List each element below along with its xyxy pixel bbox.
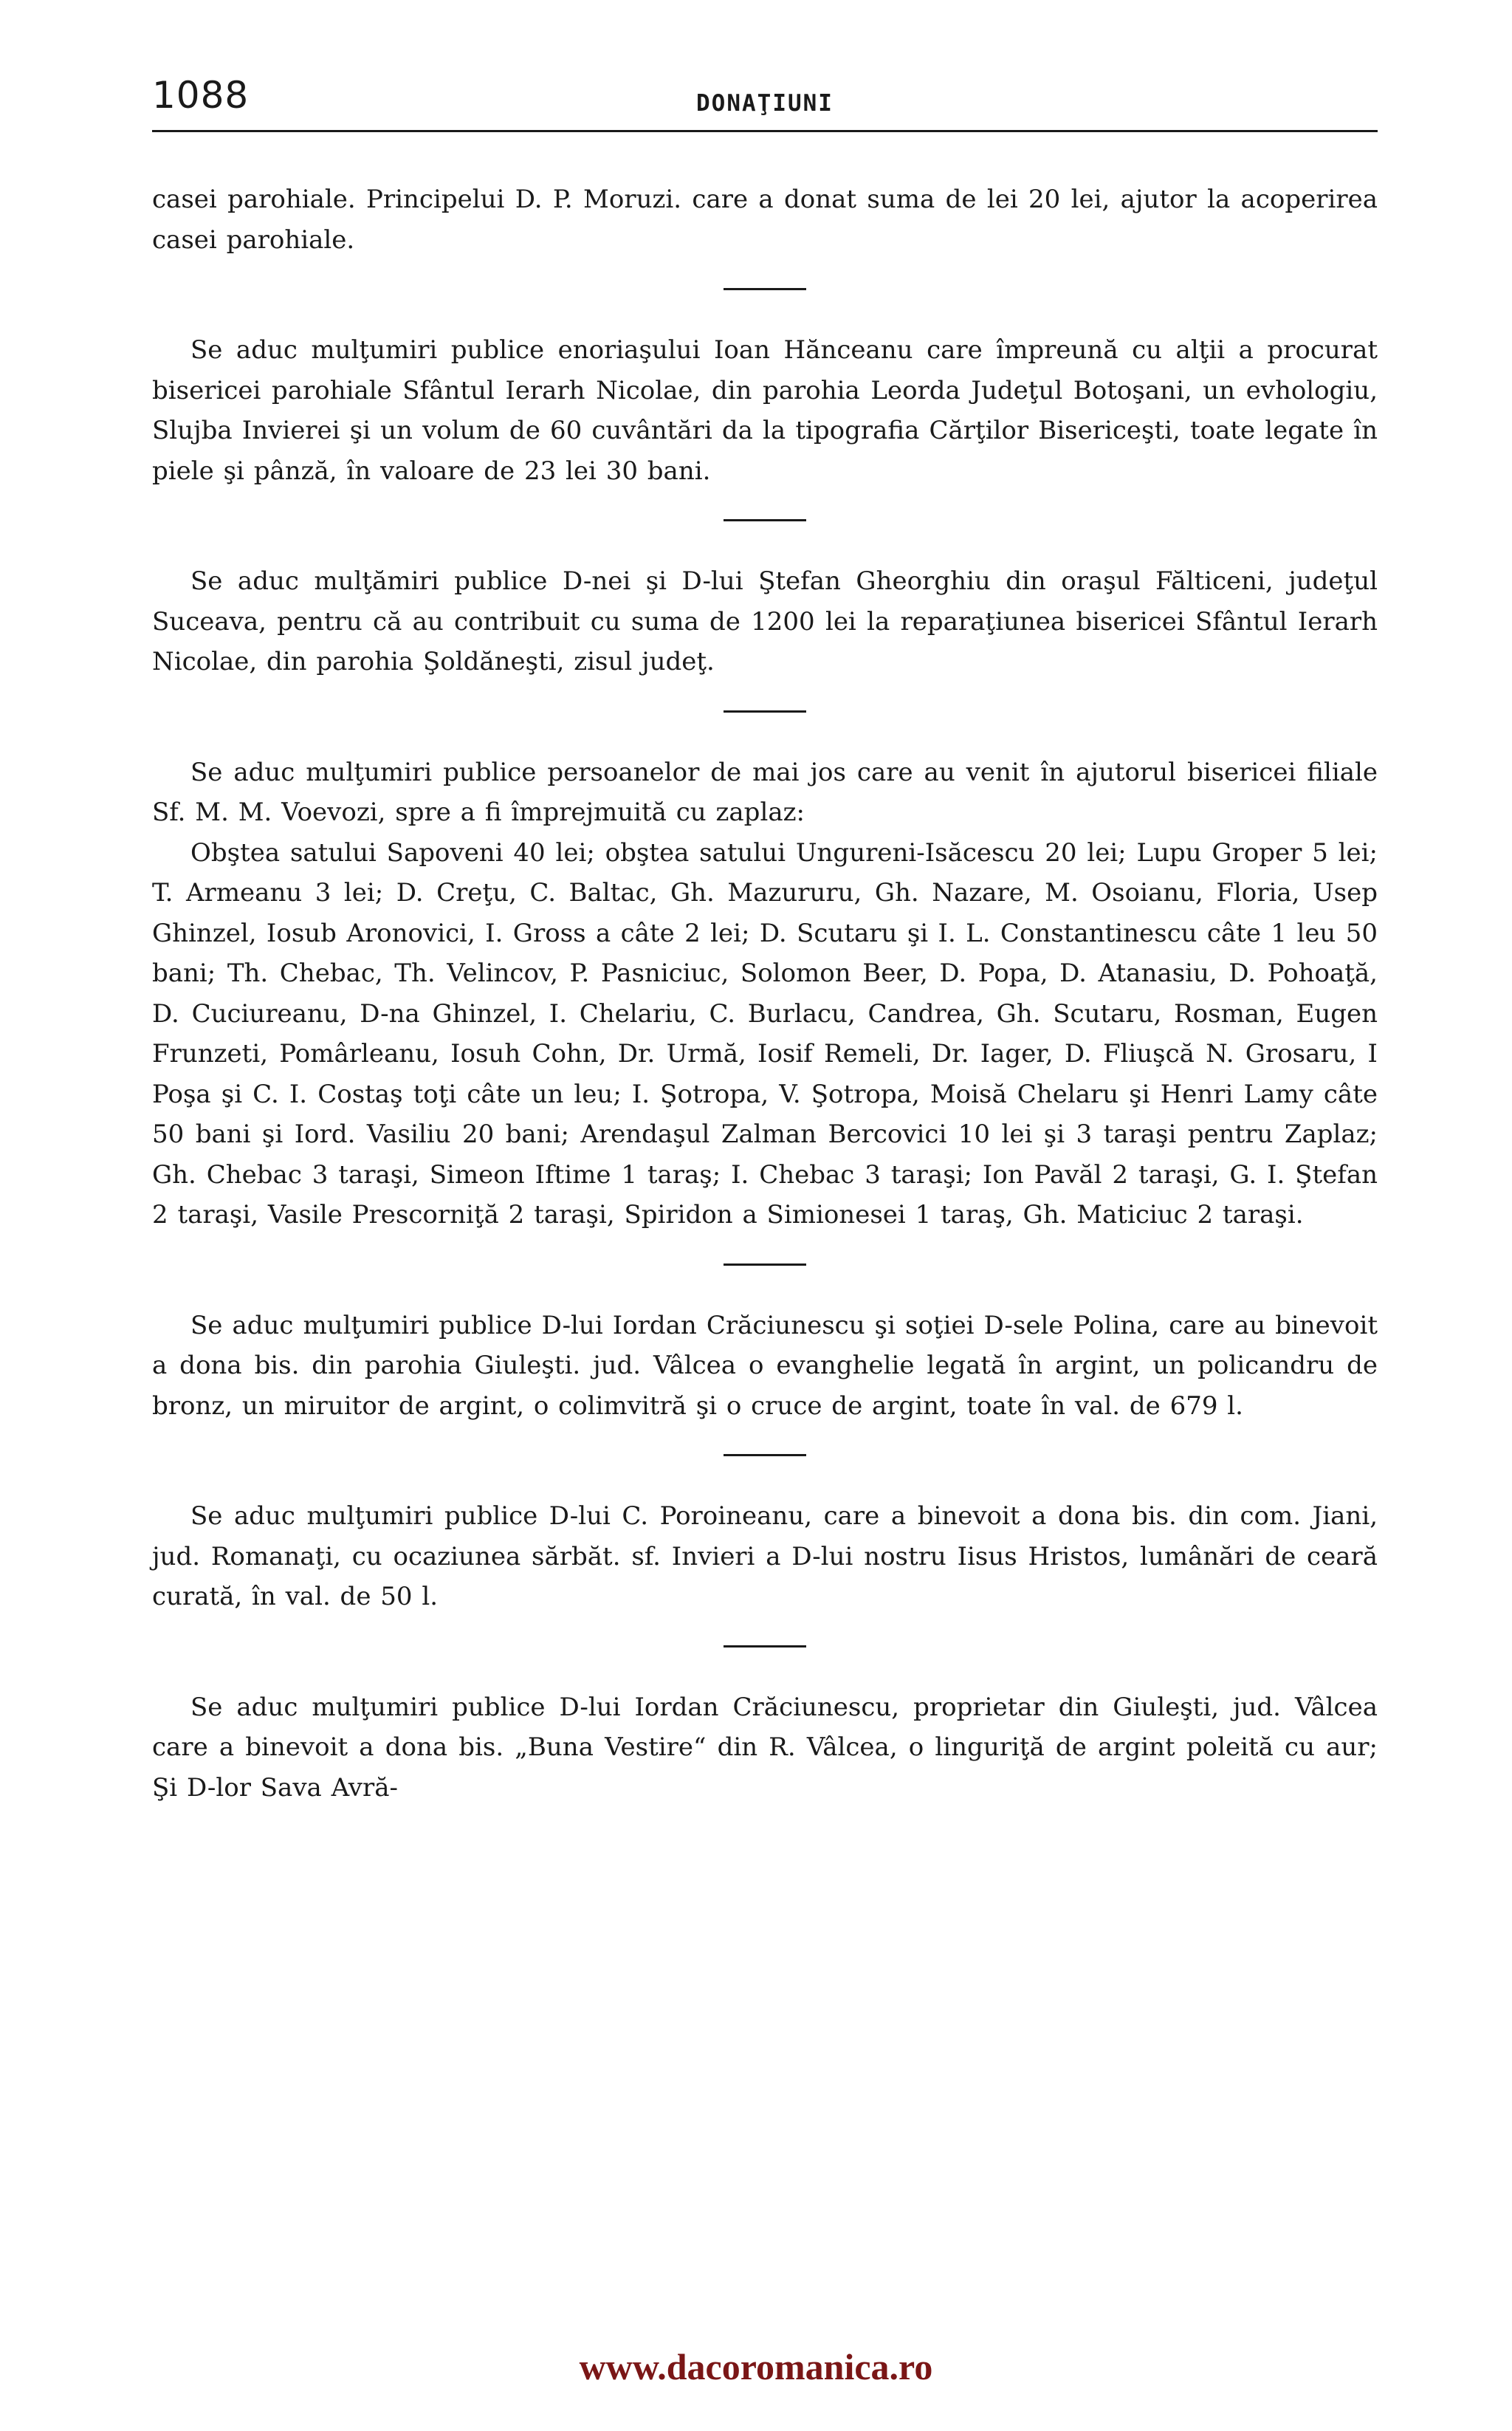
separator-rule xyxy=(724,1263,806,1266)
paragraph-moruzi: casei parohiale. Principelui D. P. Moruzi. care a donat suma de lei 20 lei, ajutor la acoperirea casei parohiale. xyxy=(152,185,1378,255)
paragraph-leorda: Se aduc mulţumiri publice enoriaşului Ioan Hănceanu care împreună cu alţii a procurat bisericei parohiale Sfântul Ierarh Nicolae, din parohia Leorda Judeţul Botoşani, un evhologiu, Slujba Invierei şi un volum de 60 cuvântări da la tipografia Cărţilor Bisericeşti, toate legate în piele şi pânză, în valoare de 23 lei 30 bani. xyxy=(152,335,1378,486)
paragraph-donor-list: Obştea satului Sapoveni 40 lei; obştea satului Ungureni-Isăcescu 20 lei; Lupu Groper 5 lei; T. Armeanu 3 lei; D. Creţu, C. Baltac, Gh. Mazururu, Gh. Nazare, M. Osoianu, Floria, Usep Ghinzel, Iosub Aronovici, I. Gross a câte 2 lei; D. Scutaru şi I. L. Constantinescu câte 1 leu 50 bani; Th. Chebac, Th. Velincov, P. Pasniciuc, Solomon Beer, D. Popa, D. Atanasiu, D. Pohoaţă, D. Cuciureanu, D-na Ghinzel, I. Chelariu, C. Burlacu, Candrea, Gh. Scutaru, Rosman, Eugen Frunzeti, Pomârleanu, Iosuh Cohn, Dr. Urmă, Iosif Remeli, Dr. Iager, D. Fliuşcă N. Grosaru, I Poşa şi C. I. Costaş toţi câte un leu; I. Şotropa, V. Şotropa, Moisă Chelaru şi Henri Lamy câte 50 bani şi Iord. Vasiliu 20 bani; Arendaşul Zalman Bercovici 10 lei şi 3 taraşi pentru Zaplaz; Gh. Chebac 3 taraşi, Simeon Iftime 1 taraş; I. Chebac 3 taraşi; Ion Pavăl 2 taraşi, G. I. Ştefan 2 taraşi, Vasile Prescorniţă 2 taraşi, Spiridon a Simionesei 1 taraş, Gh. Maticiuc 2 taraşi. xyxy=(152,837,1378,1230)
page xyxy=(152,74,1378,1808)
running-head: DONAŢIUNI xyxy=(696,90,834,117)
paragraph-falticeni: Se aduc mulţămiri publice D-nei şi D-lui Ştefan Gheorghiu din oraşul Fălticeni, judeţul Suceava, pentru că au contribuit cu suma de 1200 lei la reparaţiunea bisericei Sfântul Ierarh Nicolae, din parohia Şoldăneşti, zisul judeţ. xyxy=(152,566,1378,676)
paragraph-poroineanu: Se aduc mulţumiri publice D-lui C. Poroineanu, care a binevoit a dona bis. din com. Jiani, jud. Romanaţi, cu ocaziunea sărbăt. sf. Invieri a D-lui nostru Iisus Hristos, lumânări de ceară curată, în val. de 50 l. xyxy=(152,1501,1378,1611)
separator-rule xyxy=(724,1454,806,1456)
page-number: 1088 xyxy=(152,74,250,117)
separator-rule xyxy=(724,519,806,521)
page-header xyxy=(152,74,1378,132)
paragraph-voevozi-intro: Se aduc mulţumiri publice persoanelor de mai jos care au venit în ajutorul bisericei filiale Sf. M. M. Voevozi, spre a fi împrejmuită cu zaplaz: xyxy=(152,757,1378,827)
paragraph-craciunescu-giulesti: Se aduc mulţumiri publice D-lui Iordan Crăciunescu şi soţiei D-sele Polina, care au binevoit a dona bis. din parohia Giuleşti. jud. Vâlcea o evanghelie legată în argint, un policandru de bronz, un miruitor de argint, o colimvitră şi o cruce de argint, toate în val. de 679 l. xyxy=(152,1310,1378,1421)
paragraph-buna-vestire: Se aduc mulţumiri publice D-lui Iordan Crăciunescu, proprietar din Giuleşti, jud. Vâlcea care a binevoit a dona bis. „Buna Vestire“ din R. Vâlcea, o linguriţă de argint poleită cu aur; Şi D-lor Sava Avră- xyxy=(152,1692,1378,1803)
separator-rule xyxy=(724,288,806,290)
page-body xyxy=(152,179,1378,1808)
separator-rule xyxy=(724,1645,806,1647)
separator-rule xyxy=(724,710,806,713)
footer-watermark: www.dacoromanica.ro xyxy=(579,2346,933,2387)
